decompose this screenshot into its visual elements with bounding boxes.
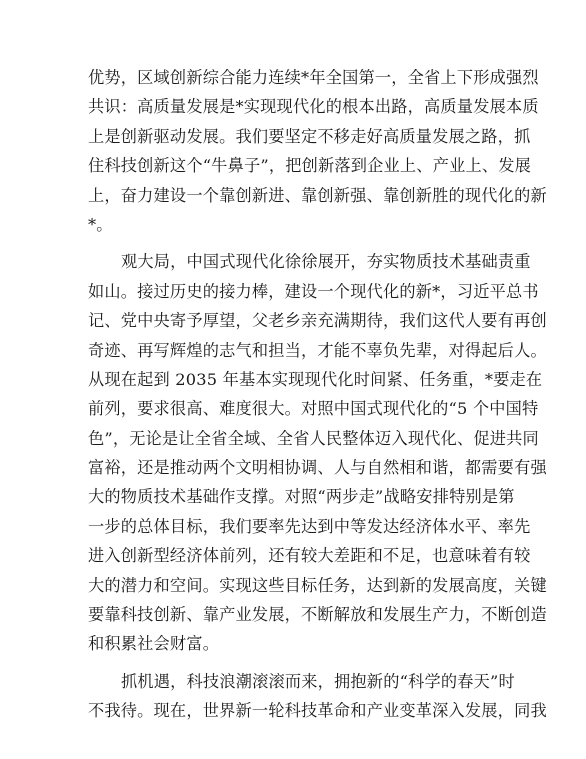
text-line: 进入创新型经济体前列，还有较大差距和不足，也意味着有较 — [88, 546, 531, 566]
text-line: 如山。接过历史的接力棒，建设一个现代化的新*，习近平总书 — [88, 281, 539, 301]
text-line: 奇迹、再写辉煌的志气和担当，才能不辜负先辈，对得起后人。 — [88, 340, 547, 360]
text-line: 从现在起到 2035 年基本实现现代化时间紧、任务重，*要走在 — [88, 369, 543, 389]
paragraph-gap — [88, 239, 500, 247]
text-line: 观大局，中国式现代化徐徐展开，夯实物质技术基础责重 — [121, 252, 531, 272]
paragraph-p3 — [88, 667, 547, 726]
text-line: 抓机遇，科技浪潮滚滚而来，拥抱新的“科学的春天”时 — [121, 671, 515, 691]
body-text — [88, 63, 547, 726]
text-line: 富裕，还是推动两个文明相协调、人与自然相和谐，都需要有强 — [88, 458, 547, 478]
text-line: 一步的总体目标，我们要率先达到中等发达经济体水平、率先 — [88, 516, 531, 536]
text-line: 住科技创新这个“牛鼻子”，把创新落到企业上、产业上、发展 — [88, 156, 532, 176]
text-line: 要靠科技创新、靠产业发展，不断解放和发展生产力，不断创造 — [88, 605, 547, 625]
text-line: 大的潜力和空间。实现这些目标任务，达到新的发展高度，关键 — [88, 575, 547, 595]
text-line: 不我待。现在，世界新一轮科技革命和产业变革深入发展，同我 — [88, 701, 547, 721]
text-line: 共识：高质量发展是*实现现代化的根本出路，高质量发展本质 — [88, 97, 539, 117]
text-line: 上是创新驱动发展。我们要坚定不移走好高质量发展之路，抓 — [88, 126, 531, 146]
text-line: 前列，要求很高、难度很大。对照中国式现代化的“5 个中国特 — [88, 399, 539, 419]
paragraph-p2 — [88, 247, 547, 658]
text-line: 大的物质技术基础作支撑。对照“两步走”战略安排特别是第 — [88, 487, 515, 507]
text-line: 上，奋力建设一个靠创新进、靠创新强、靠创新胜的现代化的新 — [88, 185, 547, 205]
paragraph-gap — [88, 659, 500, 667]
text-line: *。 — [88, 214, 113, 234]
paragraph-p1 — [88, 63, 547, 239]
text-line: 色”，无论是让全省全域、全省人民整体迈入现代化、促进共同 — [88, 428, 539, 448]
text-line: 优势，区域创新综合能力连续*年全国第一，全省上下形成强烈 — [88, 68, 539, 87]
text-line: 记、党中央寄予厚望，父老乡亲充满期待，我们这代人要有再创 — [88, 311, 547, 331]
text-line: 和积累社会财富。 — [88, 634, 220, 654]
